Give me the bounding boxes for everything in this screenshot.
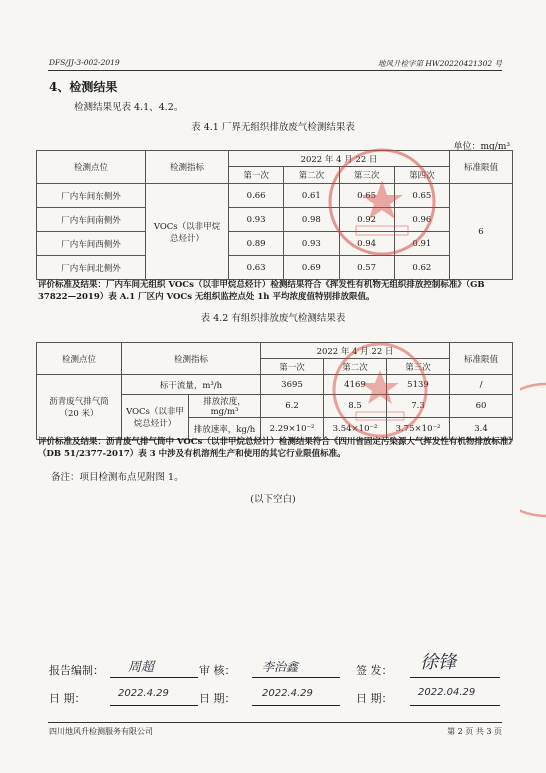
prepared-date: 2022.4.29 <box>118 688 169 699</box>
t2-conc-label: 排放浓度，mg/m³ <box>189 395 261 418</box>
t1-cell: 0.92 <box>339 208 394 232</box>
t1-cell: 0.65 <box>339 184 394 208</box>
t2-limit: 60 <box>450 395 513 418</box>
table-row <box>37 232 513 256</box>
table-row <box>37 208 513 232</box>
table2-caption: 表 4.2 有组织排放废气检测结果表 <box>200 313 346 324</box>
t2-cell: 2.29×10⁻² <box>261 418 324 440</box>
t1-cell: 0.63 <box>229 256 284 280</box>
issued-date-label: 日 期： <box>356 692 393 705</box>
table-organized-emissions <box>36 342 513 440</box>
remark: 备注：项目检测布点见附图 1。 <box>51 472 184 483</box>
t1-point: 厂内车间南侧外 <box>37 208 146 232</box>
t1-cell: 0.93 <box>229 208 284 232</box>
reviewed-by-label: 审 核： <box>199 664 236 677</box>
t1-point: 厂内车间西侧外 <box>37 232 146 256</box>
intro-text: 检测结果见表 4.1、4.2。 <box>74 102 184 113</box>
t2-voc-label: VOCs（以非甲烷总烃计） <box>122 395 189 440</box>
footer-page-number: 第 2 页 共 3 页 <box>447 727 502 736</box>
t1-header-run: 第二次 <box>284 167 339 184</box>
t1-cell: 0.62 <box>394 256 449 280</box>
footer-divider <box>48 722 502 723</box>
t1-cell: 0.66 <box>229 184 284 208</box>
section-title: 4、检测结果 <box>49 80 118 94</box>
prepared-date-label: 日 期： <box>49 692 86 705</box>
blank-below-note: (以下空白) <box>250 494 296 505</box>
table-row <box>37 184 513 208</box>
issued-by-line <box>410 676 500 678</box>
reviewed-date: 2022.4.29 <box>262 688 313 699</box>
issued-date: 2022.04.29 <box>418 687 476 698</box>
t1-cell: 0.91 <box>394 232 449 256</box>
t2-flow-label: 标干流量，m³/h <box>122 375 261 395</box>
table-row <box>37 256 513 280</box>
t2-cell: 4169 <box>324 375 387 395</box>
footer-company: 四川地风升检测服务有限公司 <box>49 727 153 736</box>
t2-header-point: 检测点位 <box>37 343 122 375</box>
t2-rate-label: 排放速率，kg/h <box>189 418 261 440</box>
t1-header-run: 第一次 <box>229 167 284 184</box>
prepared-date-line <box>110 704 198 706</box>
t2-cell: 8.5 <box>324 395 387 418</box>
t1-cell: 0.96 <box>394 208 449 232</box>
table-fugitive-emissions <box>36 150 513 280</box>
t2-cell: 6.2 <box>261 395 324 418</box>
table2-evaluation-note: 评价标准及结果：沥青废气排气筒中 VOCs（以非甲烷总烃计）检测结果符合《四川省固定污染源大气挥发性有机物排放标准》（DB 51/2377-2017）表 3 中涉及有机溶剂生产和使用的其它行业限值标准。 <box>38 437 513 459</box>
prepared-by-signature: 周超 <box>128 660 155 675</box>
t1-header-date: 2022 年 4 月 22 日 <box>229 151 450 167</box>
issued-by-signature: 徐锋 <box>420 652 456 673</box>
doc-code: DFS/JJ-3-002-2019 <box>49 58 120 67</box>
t2-limit: / <box>450 375 513 395</box>
header-divider <box>48 70 502 71</box>
t1-limit: 6 <box>450 184 513 280</box>
table1-unit: 单位：mg/m³ <box>453 142 510 152</box>
t1-header-run: 第三次 <box>339 167 394 184</box>
reviewed-by-signature: 李治鑫 <box>262 660 299 674</box>
t2-cell: 3695 <box>261 375 324 395</box>
t2-header-run: 第一次 <box>261 359 324 375</box>
t2-cell: 3.54×10⁻² <box>324 418 387 440</box>
t1-cell: 0.65 <box>394 184 449 208</box>
t1-header-index: 检测指标 <box>146 151 229 184</box>
t1-cell: 0.57 <box>339 256 394 280</box>
issued-date-line <box>410 704 500 706</box>
t2-point: 沥青废气排气筒（20 米） <box>37 375 122 440</box>
reviewed-date-line <box>252 704 340 706</box>
t1-header-point: 检测点位 <box>37 151 146 184</box>
table1-caption: 表 4.1 厂界无组织排放废气检测结果表 <box>191 122 355 133</box>
reviewed-by-line <box>252 676 340 678</box>
t2-header-run: 第二次 <box>324 359 387 375</box>
t2-cell: 3.75×10⁻² <box>387 418 450 440</box>
t1-cell: 0.89 <box>229 232 284 256</box>
t2-cell: 5139 <box>387 375 450 395</box>
table1-evaluation-note: 评价标准及结果：厂内车间无组织 VOCs（以非甲烷总烃计）检测结果符合《挥发性有机物无组织排放控制标准》（GB 37822—2019）表 A.1 厂区内 VOCs 无组织监控点处 1h 平均浓度值特别排放限值。 <box>38 280 485 302</box>
reviewed-date-label: 日 期： <box>199 692 236 705</box>
t1-cell: 0.94 <box>339 232 394 256</box>
t2-header-limit: 标准限值 <box>450 343 513 375</box>
t1-cell: 0.61 <box>284 184 339 208</box>
t1-header-limit: 标准限值 <box>450 151 513 184</box>
report-number: 地风升检字第 HW20220421302 号 <box>377 59 502 68</box>
t1-cell: 0.69 <box>284 256 339 280</box>
issued-by-label: 签 发： <box>356 664 393 677</box>
t1-index: VOCs（以非甲烷总烃计） <box>146 184 229 280</box>
t2-cell: 7.3 <box>387 395 450 418</box>
t1-point: 厂内车间东侧外 <box>37 184 146 208</box>
t1-point: 厂内车间北侧外 <box>37 256 146 280</box>
t1-header-run: 第四次 <box>394 167 449 184</box>
t1-cell: 0.98 <box>284 208 339 232</box>
t2-limit: 3.4 <box>450 418 513 440</box>
table-row <box>37 375 513 395</box>
prepared-by-line <box>110 676 198 678</box>
t2-header-index: 检测指标 <box>122 343 261 375</box>
t2-header-run: 第三次 <box>387 359 450 375</box>
t1-cell: 0.93 <box>284 232 339 256</box>
t2-header-date: 2022 年 4 月 22 日 <box>261 343 450 359</box>
prepared-by-label: 报告编制： <box>49 664 104 677</box>
